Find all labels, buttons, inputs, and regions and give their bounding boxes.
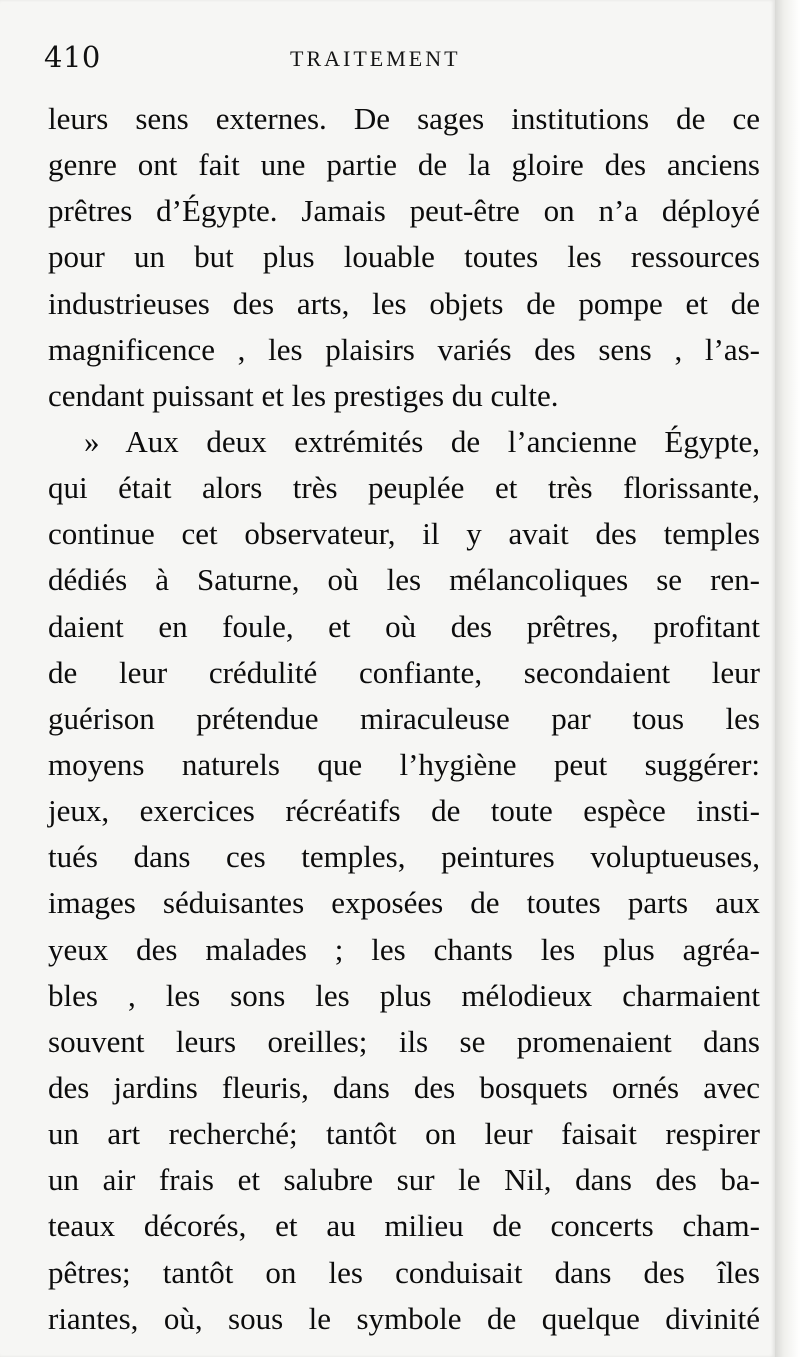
text-line: jeux, exercices récréatifs de toute espèce insti- — [48, 793, 760, 829]
text-line: yeux des malades ; les chants les plus agréa- — [48, 931, 760, 967]
text-line: teaux décorés, et au milieu de concerts cham- — [48, 1208, 760, 1244]
running-head: TRAITEMENT — [290, 46, 461, 71]
page-number: 410 — [44, 40, 101, 74]
text-line: bles , les sons les plus mélodieux charmaient — [48, 977, 760, 1013]
text-line: daient en foule, et où des prêtres, profitant — [48, 608, 760, 644]
text-line: souvent leurs oreilles; ils se promenaient dans — [48, 1023, 760, 1059]
paragraph-end-line: cendant puissant et les prestiges du culte. — [48, 377, 559, 413]
text-line: un art recherché; tantôt on leur faisait respirer — [48, 1116, 760, 1152]
text-line: qui était alors très peuplée et très florissante, — [48, 470, 760, 506]
body-text — [48, 96, 760, 1342]
text-line: prêtres d’Égypte. Jamais peut-être on n’a déployé — [48, 193, 760, 229]
text-line: de leur crédulité confiante, secondaient leur — [48, 654, 760, 690]
text-line: leurs sens externes. De sages institutions de ce — [48, 101, 760, 136]
text-line: magnificence , les plaisirs variés des sens , l’as- — [48, 331, 760, 367]
text-line: pêtres; tantôt on les conduisait dans des îles — [48, 1254, 760, 1290]
text-line: riantes, où, sous le symbole de quelque divinité — [48, 1300, 760, 1336]
text-line: industrieuses des arts, les objets de pompe et de — [48, 285, 760, 321]
text-line: pour un but plus louable toutes les ressources — [48, 239, 760, 275]
text-line: moyens naturels que l’hygiène peut suggérer: — [48, 746, 760, 782]
text-line: tués dans ces temples, peintures voluptueuses, — [48, 839, 760, 875]
text-line: images séduisantes exposées de toutes parts aux — [48, 885, 760, 921]
page-edge — [775, 0, 800, 1357]
text-line: genre ont fait une partie de la gloire des anciens — [48, 147, 760, 183]
text-line: dédiés à Saturne, où les mélancoliques se ren- — [48, 562, 760, 598]
quote-opening-line: » Aux deux extrémités de l’ancienne Égypte, — [84, 423, 760, 459]
text-line: continue cet observateur, il y avait des temples — [48, 516, 760, 552]
text-line: guérison prétendue miraculeuse par tous les — [48, 700, 760, 736]
text-line: des jardins fleuris, dans des bosquets ornés avec — [48, 1069, 760, 1105]
text-line: un air frais et salubre sur le Nil, dans des ba- — [48, 1162, 760, 1198]
